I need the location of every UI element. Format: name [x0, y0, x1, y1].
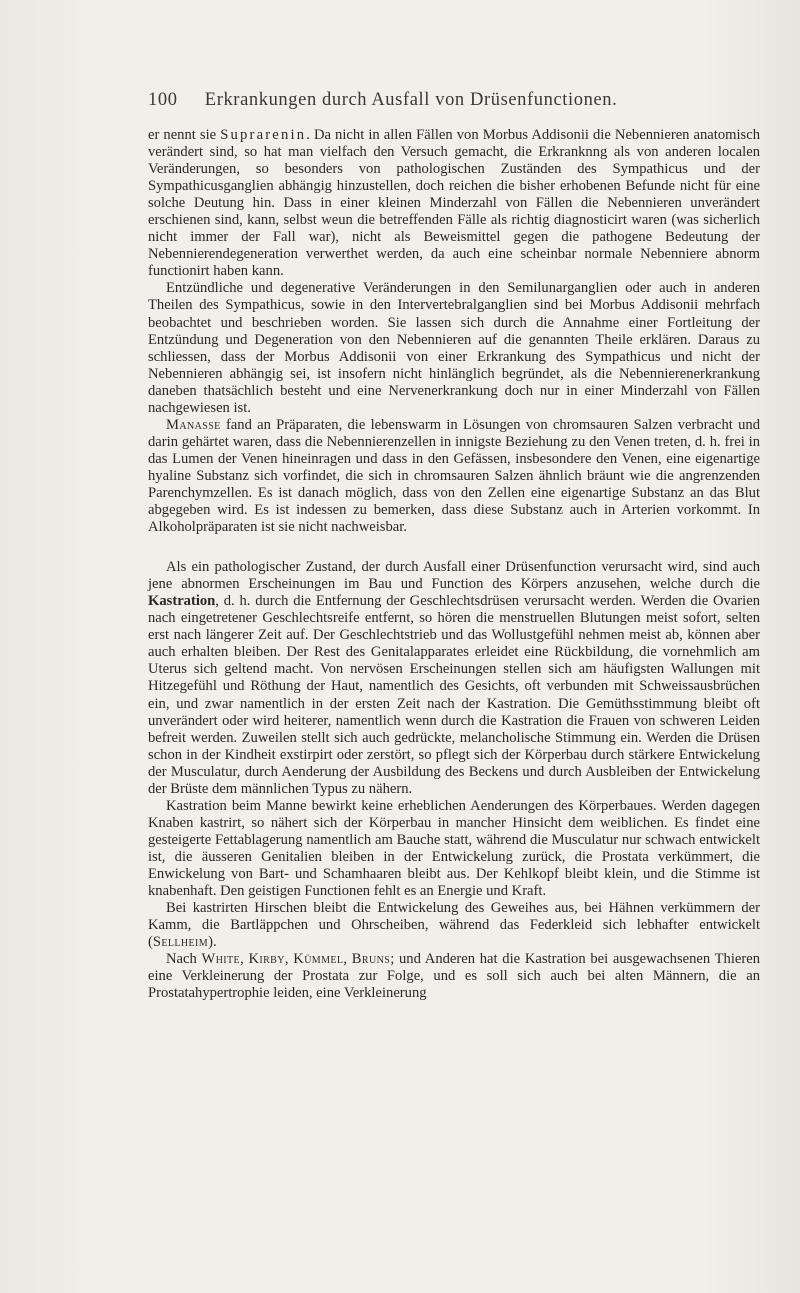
author-white: White — [201, 951, 241, 968]
paragraph-1-start: er nennt sie — [148, 127, 221, 143]
term-suprarenin: Suprarenin — [220, 127, 307, 143]
paragraph-4 — [148, 559, 760, 798]
author-bruns: Bruns — [351, 951, 391, 968]
paragraph-1-rest: . Da nicht in allen Fällen von Morbus Addisonii die Nebennieren anatomisch verändert sind, so hat man vielfach den Versuch gemacht, die Erkranknng als von anderen localen Veränderungen, so besonders von pathologischen Zuständen des Sympathicus und der Sympathicusganglien abhängig hinzustellen, doch reichen die bisher erhobenen Befunde nicht für eine solche Deutung hin. Dass in einer kleinen Minderzahl von Fällen die Nebennieren unverändert erschienen sind, kann, selbst weun die betreffenden Fälle als richtig diagnosticirt waren (was sicherlich nicht immer der Fall war), nicht als Beweismittel gegen die pathogene Bedeutung der Nebennierendegeneration verwerthet werden, da auch eine scheinbar normale Nebenniere abnorm functionirt haben kann. — [148, 127, 760, 280]
author-kirby: Kirby — [248, 951, 285, 968]
paragraph-4-rest: , d. h. durch die Entfernung der Geschlechtsdrüsen verursacht werden. Werden die Ovarien nach eingetretener Geschlechtsreife entfernt, so hören die menstruellen Blutungen meist sofort, selten erst nach längerer Zeit auf. Der Geschlechtstrieb und das Wollustgefühl nehmen meist ab, können aber auch erhalten bleiben. Der Rest des Genitalapparates erleidet eine Rückbildung, die vornehmlich am Uterus sich geltend macht. Von nervösen Erscheinungen stellen sich am häufigsten Wallungen mit Hitzegefühl und Röthung der Haut, namentlich des Gesichts, oft verbunden mit Schweissausbrüchen ein, und zwar namentlich in der ersten Zeit nach der Kastration. Die Gemüthsstimmung bleibt oft unverändert oder wird heiterer, namentlich wenn durch die Kastration die Frauen von schweren Leiden befreit werden. Zuweilen stellt sich auch gedrückte, melancholische Stimmung ein. Werden die Drüsen schon in der Kindheit exstirpirt oder zerstört, so pflegt sich der Körperbau durch stärkere Entwickelung der Musculatur, durch Aenderung der Ausbildung des Beckens und durch Ausbleiben der Entwickelung der Brüste dem männlichen Typus zu nähern. — [148, 593, 760, 797]
paragraph-6-end: ). — [208, 934, 217, 951]
paragraph-7-start: Nach — [166, 951, 202, 968]
term-kastration: Kastration — [148, 593, 216, 610]
page-number: 100 — [148, 90, 178, 110]
running-header — [148, 90, 708, 111]
paragraph-6-start: Bei kastrirten Hirschen bleibt die Entwickelung des Geweihes aus, bei Hähnen verkümmern der Kamm, die Bartläppchen und Ohrscheiben, während das Federkleid sich lebhafter entwickelt ( — [148, 900, 760, 951]
author-sellheim: Sellheim — [152, 934, 209, 951]
paragraph-7: Nach White, Kirby, Kümmel, Bruns; und Anderen hat die Kastration bei ausgewachsenen Thieren eine Verkleinerung der Prostata zur Folge, und es soll sich auch bei alten Männern, die an Prostatahypertrophie leiden, eine Verkleinerung — [148, 951, 761, 1002]
paragraph-2: Entzündliche und degenerative Veränderungen in den Semilunarganglien oder auch in anderen Theilen des Sympathicus, sowie in den Intervertebralganglien sind bei Morbus Addisonii mehrfach beobachtet und beschrieben worden. Sie lassen sich durch die Annahme einer Fortleitung der Entzündung und Degeneration von den Nebennieren auf die genannten Theile erklären. Daraus zu schliessen, dass der Morbus Addisonii von einer Erkrankung des Sympathicus und nicht der Nebennieren abhängig sei, ist insofern nicht hinlänglich begründet, als die Nebennierenerkrankung daneben thatsächlich besteht und eine Nervenerkrankung doch nur in einer Minderzahl von Fällen nachgewiesen ist. — [148, 280, 760, 416]
paragraph-6 — [148, 900, 760, 951]
paragraph-4-start: Als ein pathologischer Zustand, der durch Ausfall einer Drüsenfunction verursacht wird, sind auch jene abnormen Erscheinungen im Bau und Function des Körpers anzusehen, welche durch die — [148, 559, 760, 593]
body-text — [148, 127, 760, 1002]
paragraph-5: Kastration beim Manne bewirkt keine erheblichen Aenderungen des Körperbaues. Werden dagegen Knaben kastrirt, so nähert sich der Körperbau in mancher Hinsicht dem weiblichen. Es findet eine gesteigerte Fettablagerung namentlich am Bauche statt, während die Musculatur nur schwach entwickelt ist, die äusseren Genitalien bleiben in der Entwickelung zurück, die Prostata verkümmert, die Enwickelung von Bart- und Schamhaaren bleibt aus. Der Kehlkopf bleibt klein, und die Stimme ist knabenhaft. Den geistigen Functionen fehlt es an Energie und Kraft. — [148, 797, 760, 900]
author-manasse: Manasse — [166, 416, 221, 433]
paragraph-3 — [148, 417, 760, 536]
running-title: Erkrankungen durch Ausfall von Drüsenfunctionen. — [204, 90, 618, 110]
author-kuemmel: Kümmel — [293, 951, 344, 968]
paragraph-1 — [148, 127, 760, 280]
paragraph-7-rest: ; und Anderen hat die Kastration bei ausgewachsenen Thieren eine Verkleinerung der Prostata zur Folge, und es soll sich auch bei alten Männern, die an Prostatahypertrophie leiden, eine Verkleinerung — [148, 951, 761, 1002]
paragraph-3-rest: fand an Präparaten, die lebenswarm in Lösungen von chromsauren Salzen verbracht und darin gehärtet waren, dass die Nebennierenzellen in innigste Beziehung zu den Venen treten, d. h. frei in das Lumen der Venen hineinragen und dass in den Gefässen, insbesondere den Venen, eine eigenartige hyaline Substanz sich vorfindet, die sich in chromsauren Salzen ähnlich bräunt wie die angrenzenden Parenchymzellen. Es ist danach möglich, dass von den Zellen eine eigenartige Substanz an das Blut abgegeben wird. Es ist indessen zu bemerken, dass diese Substanz auch in Arterien vorkommt. In Alkoholpräparaten ist sie nicht nachweisbar. — [148, 416, 760, 536]
